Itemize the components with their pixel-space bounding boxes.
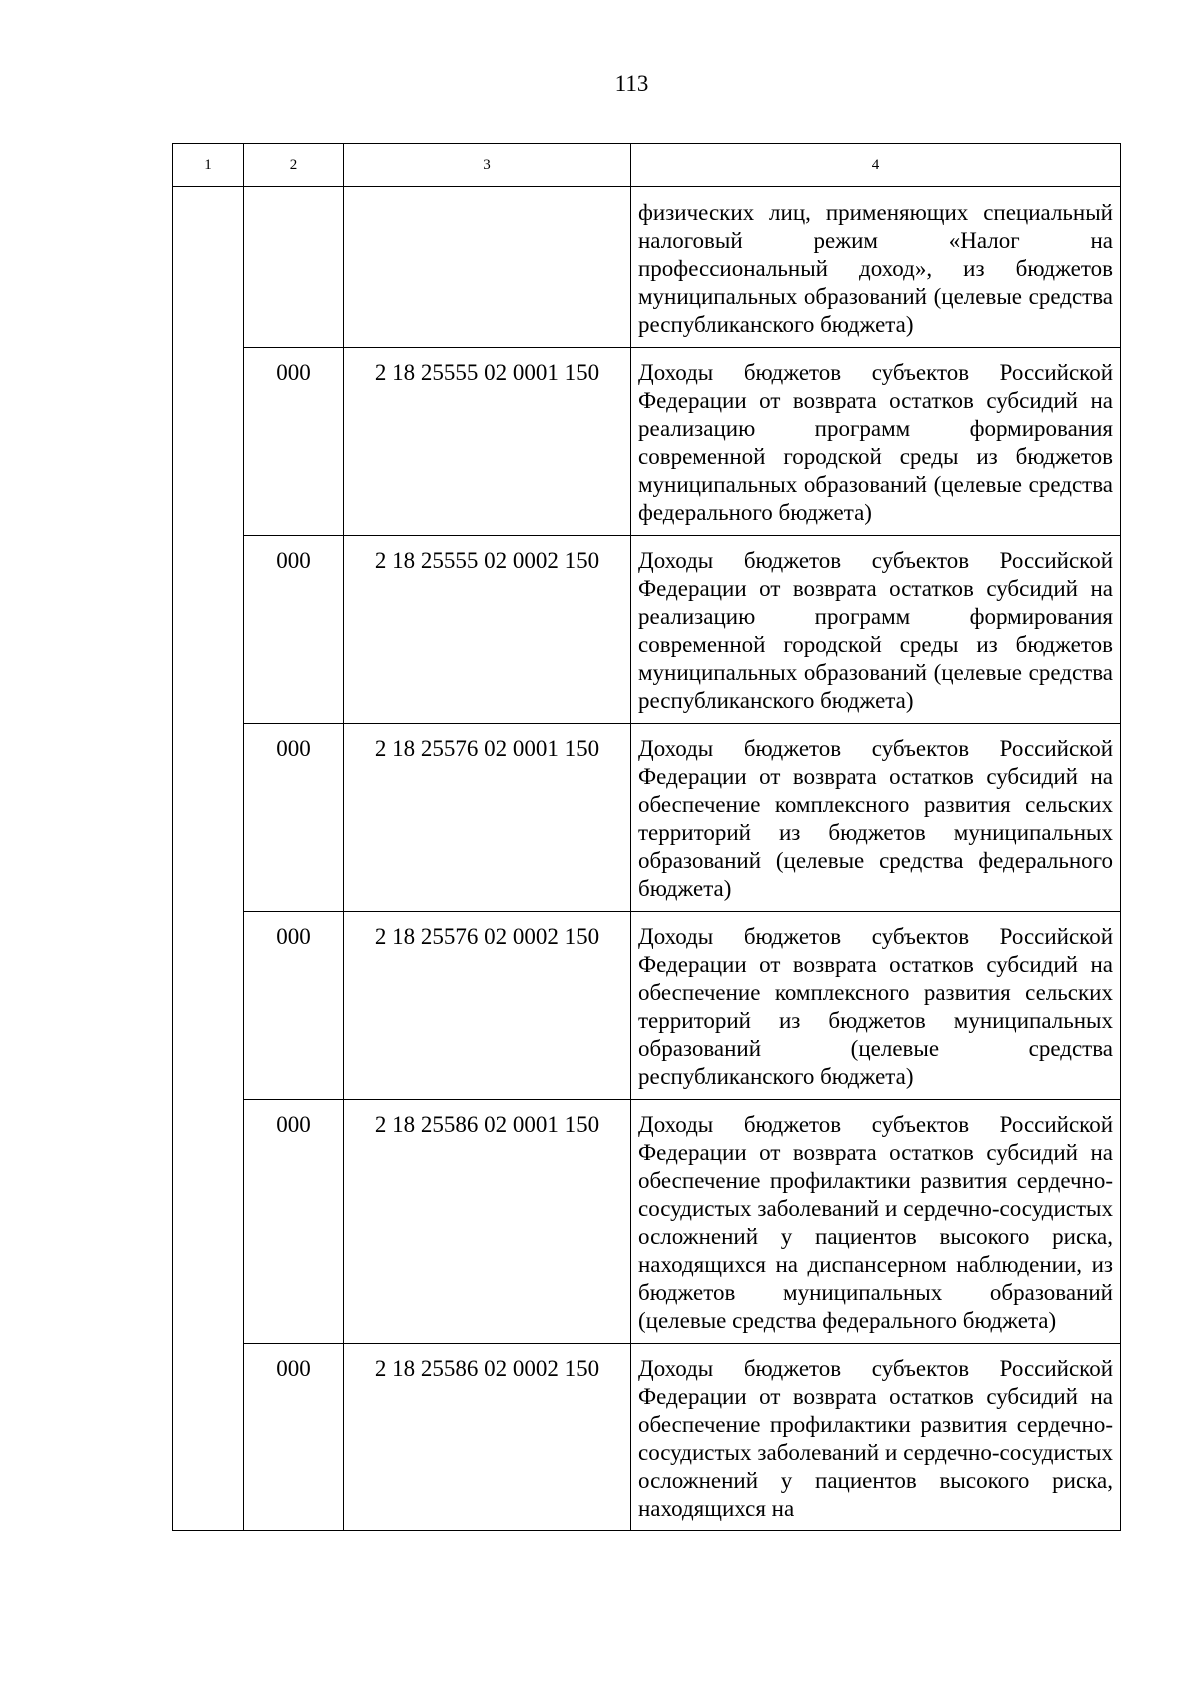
table-row (173, 1100, 1121, 1344)
column-number-4: 4 (631, 144, 1121, 187)
column-number-2: 2 (244, 144, 344, 187)
column-number-1: 1 (173, 144, 244, 187)
revenue-code-cell: 2 18 25555 02 0002 150 (344, 536, 631, 724)
column-number-3: 3 (344, 144, 631, 187)
revenue-code-cell: 2 18 25555 02 0001 150 (344, 348, 631, 536)
revenue-code-cell: 2 18 25586 02 0002 150 (344, 1344, 631, 1531)
revenue-code-cell (344, 187, 631, 348)
revenue-description-cell: Доходы бюджетов субъектов Российской Федерации от возврата остатков субсидий на реализацию программ формирования современной городской среды из бюджетов муниципальных образований (целевые средства республиканского бюджета) (631, 536, 1121, 724)
admin-code-cell (244, 187, 344, 348)
revenue-code-cell: 2 18 25576 02 0002 150 (344, 912, 631, 1100)
page-number: 113 (614, 71, 649, 96)
admin-code-cell: 000 (244, 724, 344, 912)
revenue-description-cell: Доходы бюджетов субъектов Российской Федерации от возврата остатков субсидий на обеспечение комплексного развития сельских территорий из бюджетов муниципальных образований (целевые средства федерального бюджета) (631, 724, 1121, 912)
column-number-header-row (173, 144, 1121, 187)
admin-code-cell: 000 (244, 348, 344, 536)
admin-code-cell: 000 (244, 912, 344, 1100)
revenue-description-cell: Доходы бюджетов субъектов Российской Федерации от возврата остатков субсидий на обеспечение профилактики развития сердечно-сосудистых заболеваний и сердечно-сосудистых осложнений у пациентов высокого риска, находящихся на (631, 1344, 1121, 1531)
table-row (173, 536, 1121, 724)
revenue-description-cell: физических лиц, применяющих специальный налоговый режим «Налог на профессиональный доход», из бюджетов муниципальных образований (целевые средства республиканского бюджета) (631, 187, 1121, 348)
table-row (173, 912, 1121, 1100)
table-row (173, 348, 1121, 536)
revenue-code-cell: 2 18 25586 02 0001 150 (344, 1100, 631, 1344)
admin-code-cell: 000 (244, 536, 344, 724)
table-row (173, 187, 1121, 348)
admin-code-cell: 000 (244, 1344, 344, 1531)
revenue-description-cell: Доходы бюджетов субъектов Российской Федерации от возврата остатков субсидий на обеспечение профилактики развития сердечно-сосудистых заболеваний и сердечно-сосудистых осложнений у пациентов высокого риска, находящихся на диспансерном наблюдении, из бюджетов муниципальных образований (целевые средства федерального бюджета) (631, 1100, 1121, 1344)
revenue-codes-table (172, 143, 1121, 1531)
admin-code-cell: 000 (244, 1100, 344, 1344)
group-number-cell (173, 187, 244, 1531)
revenue-description-cell: Доходы бюджетов субъектов Российской Федерации от возврата остатков субсидий на обеспечение комплексного развития сельских территорий из бюджетов муниципальных образований (целевые средства республиканского бюджета) (631, 912, 1121, 1100)
revenue-description-cell: Доходы бюджетов субъектов Российской Федерации от возврата остатков субсидий на реализацию программ формирования современной городской среды из бюджетов муниципальных образований (целевые средства федерального бюджета) (631, 348, 1121, 536)
revenue-code-cell: 2 18 25576 02 0001 150 (344, 724, 631, 912)
table-row (173, 1344, 1121, 1531)
table-row (173, 724, 1121, 912)
